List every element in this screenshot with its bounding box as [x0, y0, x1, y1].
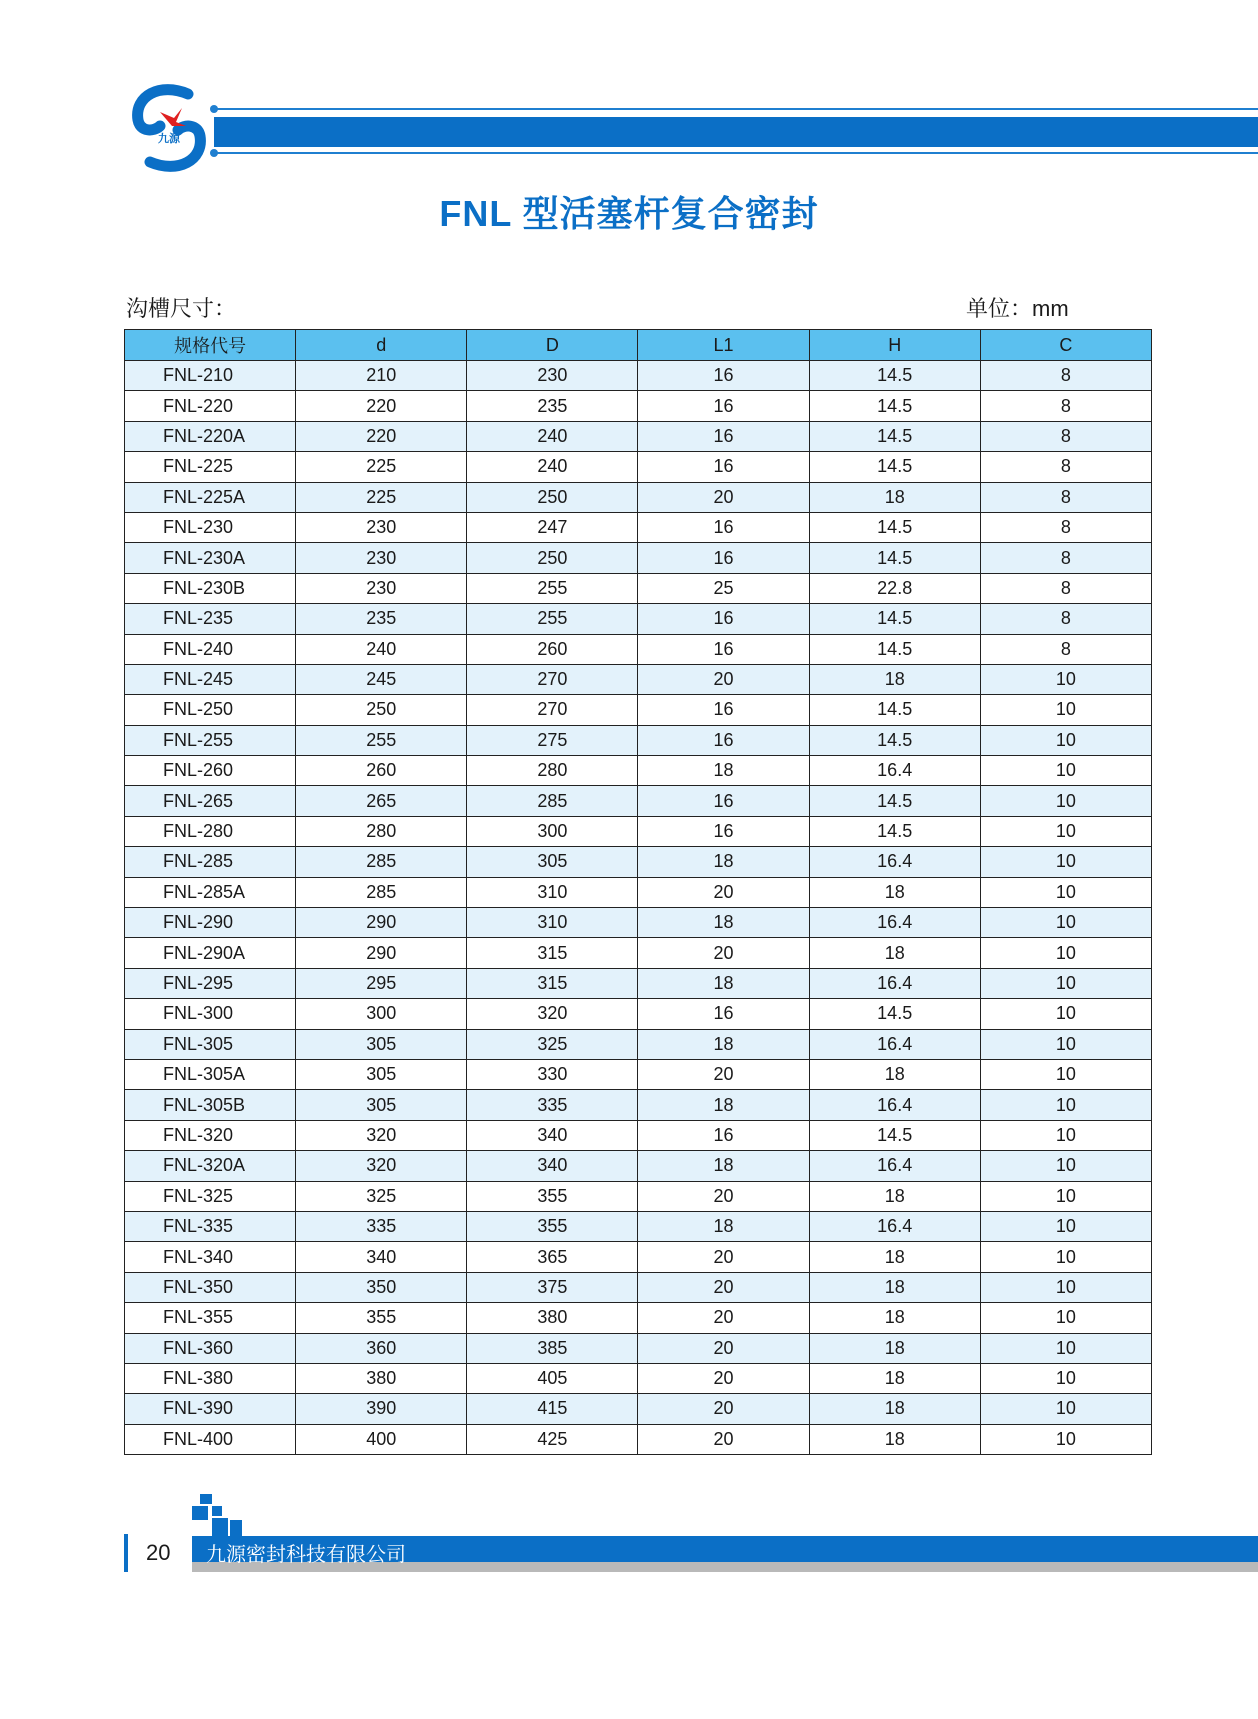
table-row — [125, 421, 1152, 451]
dimension-cell: 375 — [467, 1272, 638, 1302]
dimension-cell: 14.5 — [809, 452, 980, 482]
dimension-cell: 16 — [638, 361, 809, 391]
dimension-cell: 20 — [638, 482, 809, 512]
dimension-cell: 10 — [980, 1151, 1151, 1181]
dimension-cell: 10 — [980, 1363, 1151, 1393]
dimension-cell: 16.4 — [809, 756, 980, 786]
dimension-cell: 16.4 — [809, 1090, 980, 1120]
column-header: 规格代号 — [125, 330, 296, 361]
table-body — [125, 361, 1152, 1455]
dimension-cell: 16 — [638, 786, 809, 816]
dimension-cell: 340 — [467, 1120, 638, 1150]
table-row — [125, 968, 1152, 998]
table-row — [125, 391, 1152, 421]
dimension-cell: 20 — [638, 938, 809, 968]
spec-code-cell: FNL-255 — [125, 725, 296, 755]
table-row — [125, 816, 1152, 846]
dimension-cell: 14.5 — [809, 543, 980, 573]
dimension-cell: 415 — [467, 1394, 638, 1424]
header-line-top — [214, 108, 1258, 110]
table-row — [125, 512, 1152, 542]
dimension-cell: 340 — [467, 1151, 638, 1181]
dimension-cell: 16 — [638, 695, 809, 725]
spec-code-cell: FNL-380 — [125, 1363, 296, 1393]
dimension-cell: 10 — [980, 1242, 1151, 1272]
dimension-cell: 18 — [809, 1181, 980, 1211]
dimension-cell: 355 — [467, 1181, 638, 1211]
dimension-cell: 280 — [467, 756, 638, 786]
groove-dimension-table — [124, 329, 1152, 1455]
dimension-cell: 16.4 — [809, 1211, 980, 1241]
dimension-cell: 18 — [638, 908, 809, 938]
dimension-cell: 10 — [980, 695, 1151, 725]
table-row — [125, 1059, 1152, 1089]
dimension-cell: 10 — [980, 1303, 1151, 1333]
dimension-cell: 250 — [467, 543, 638, 573]
dimension-cell: 220 — [296, 391, 467, 421]
dimension-cell: 10 — [980, 1120, 1151, 1150]
dimension-cell: 18 — [809, 1363, 980, 1393]
table-row — [125, 452, 1152, 482]
dimension-cell: 20 — [638, 1394, 809, 1424]
column-header: D — [467, 330, 638, 361]
dimension-cell: 20 — [638, 1303, 809, 1333]
dimension-cell: 8 — [980, 361, 1151, 391]
dimension-cell: 10 — [980, 1211, 1151, 1241]
column-header: C — [980, 330, 1151, 361]
dimension-cell: 225 — [296, 482, 467, 512]
spec-code-cell: FNL-305A — [125, 1059, 296, 1089]
spec-code-cell: FNL-340 — [125, 1242, 296, 1272]
spec-code-cell: FNL-220A — [125, 421, 296, 451]
unit-label: 单位：mm — [966, 296, 1069, 321]
table-row — [125, 999, 1152, 1029]
svg-text:九源: 九源 — [158, 132, 180, 145]
dimension-cell: 16 — [638, 816, 809, 846]
table-header-row — [125, 330, 1152, 361]
dimension-cell: 305 — [296, 1059, 467, 1089]
column-header: H — [809, 330, 980, 361]
table-row — [125, 1181, 1152, 1211]
dimension-cell: 8 — [980, 421, 1151, 451]
dimension-cell: 10 — [980, 1394, 1151, 1424]
dimension-cell: 255 — [296, 725, 467, 755]
dimension-cell: 20 — [638, 1272, 809, 1302]
table-row — [125, 573, 1152, 603]
dimension-cell: 247 — [467, 512, 638, 542]
dimension-cell: 240 — [296, 634, 467, 664]
dimension-cell: 16 — [638, 604, 809, 634]
dimension-cell: 230 — [296, 512, 467, 542]
dimension-cell: 10 — [980, 1333, 1151, 1363]
dimension-cell: 10 — [980, 725, 1151, 755]
dimension-cell: 18 — [638, 968, 809, 998]
dimension-cell: 340 — [296, 1242, 467, 1272]
dimension-cell: 8 — [980, 634, 1151, 664]
dimension-cell: 280 — [296, 816, 467, 846]
dimension-cell: 22.8 — [809, 573, 980, 603]
table-row — [125, 1424, 1152, 1454]
dimension-cell: 16.4 — [809, 1151, 980, 1181]
dimension-cell: 18 — [809, 1059, 980, 1089]
table-row — [125, 664, 1152, 694]
dimension-cell: 8 — [980, 512, 1151, 542]
dimension-cell: 315 — [467, 968, 638, 998]
footer-decoration — [192, 1494, 242, 1540]
table-row — [125, 1120, 1152, 1150]
dimension-cell: 18 — [638, 756, 809, 786]
groove-dimensions-label: 沟槽尺寸： — [126, 296, 237, 321]
dimension-cell: 18 — [809, 1394, 980, 1424]
dimension-cell: 380 — [296, 1363, 467, 1393]
dimension-cell: 18 — [809, 482, 980, 512]
table-row — [125, 938, 1152, 968]
dimension-cell: 300 — [467, 816, 638, 846]
dimension-cell: 295 — [296, 968, 467, 998]
dimension-cell: 320 — [467, 999, 638, 1029]
dimension-cell: 230 — [296, 543, 467, 573]
table-row — [125, 1151, 1152, 1181]
dimension-cell: 225 — [296, 452, 467, 482]
dimension-cell: 18 — [809, 938, 980, 968]
spec-code-cell: FNL-285 — [125, 847, 296, 877]
table-row — [125, 1303, 1152, 1333]
dimension-cell: 255 — [467, 604, 638, 634]
table-row — [125, 604, 1152, 634]
spec-code-cell: FNL-360 — [125, 1333, 296, 1363]
spec-code-cell: FNL-235 — [125, 604, 296, 634]
dimension-cell: 18 — [638, 1151, 809, 1181]
dimension-cell: 240 — [467, 452, 638, 482]
dimension-cell: 18 — [809, 1424, 980, 1454]
dimension-cell: 245 — [296, 664, 467, 694]
dimension-cell: 305 — [467, 847, 638, 877]
dimension-cell: 325 — [467, 1029, 638, 1059]
dimension-cell: 16.4 — [809, 908, 980, 938]
dimension-cell: 14.5 — [809, 1120, 980, 1150]
table-row — [125, 877, 1152, 907]
company-logo — [130, 82, 208, 174]
table-row — [125, 908, 1152, 938]
table-row — [125, 1394, 1152, 1424]
table-row — [125, 756, 1152, 786]
spec-code-cell: FNL-300 — [125, 999, 296, 1029]
spec-code-cell: FNL-390 — [125, 1394, 296, 1424]
spec-code-cell: FNL-225A — [125, 482, 296, 512]
spec-code-cell: FNL-220 — [125, 391, 296, 421]
dimension-cell: 16.4 — [809, 1029, 980, 1059]
table-row — [125, 1090, 1152, 1120]
dimension-cell: 10 — [980, 756, 1151, 786]
dimension-cell: 20 — [638, 1242, 809, 1272]
spec-code-cell: FNL-240 — [125, 634, 296, 664]
dimension-cell: 275 — [467, 725, 638, 755]
spec-code-cell: FNL-225 — [125, 452, 296, 482]
spec-code-cell: FNL-400 — [125, 1424, 296, 1454]
spec-code-cell: FNL-265 — [125, 786, 296, 816]
header-line-bottom — [214, 152, 1258, 154]
dimension-cell: 10 — [980, 1424, 1151, 1454]
dimension-cell: 16 — [638, 725, 809, 755]
spec-code-cell: FNL-250 — [125, 695, 296, 725]
dimension-cell: 18 — [638, 1090, 809, 1120]
dimension-cell: 320 — [296, 1120, 467, 1150]
dimension-cell: 20 — [638, 1333, 809, 1363]
dimension-cell: 235 — [296, 604, 467, 634]
column-header: L1 — [638, 330, 809, 361]
dimension-cell: 8 — [980, 482, 1151, 512]
dimension-cell: 16 — [638, 512, 809, 542]
spec-code-cell: FNL-325 — [125, 1181, 296, 1211]
spec-code-cell: FNL-245 — [125, 664, 296, 694]
dimension-cell: 16 — [638, 1120, 809, 1150]
spec-code-cell: FNL-335 — [125, 1211, 296, 1241]
dimension-cell: 18 — [809, 664, 980, 694]
dimension-cell: 14.5 — [809, 999, 980, 1029]
dimension-cell: 20 — [638, 1059, 809, 1089]
dimension-cell: 10 — [980, 847, 1151, 877]
dimension-cell: 16 — [638, 634, 809, 664]
dimension-cell: 10 — [980, 908, 1151, 938]
spec-code-cell: FNL-355 — [125, 1303, 296, 1333]
spec-code-cell: FNL-320A — [125, 1151, 296, 1181]
dimension-cell: 16 — [638, 391, 809, 421]
dimension-cell: 310 — [467, 877, 638, 907]
dimension-cell: 10 — [980, 938, 1151, 968]
dimension-cell: 335 — [467, 1090, 638, 1120]
dimension-cell: 320 — [296, 1151, 467, 1181]
dimension-cell: 405 — [467, 1363, 638, 1393]
table-row — [125, 482, 1152, 512]
table-row — [125, 786, 1152, 816]
dimension-cell: 255 — [467, 573, 638, 603]
spec-code-cell: FNL-210 — [125, 361, 296, 391]
dimension-cell: 18 — [809, 1303, 980, 1333]
footer-accent-bar — [124, 1534, 128, 1572]
table-row — [125, 1333, 1152, 1363]
dimension-cell: 360 — [296, 1333, 467, 1363]
dimension-cell: 16.4 — [809, 968, 980, 998]
spec-code-cell: FNL-230 — [125, 512, 296, 542]
dimension-cell: 325 — [296, 1181, 467, 1211]
spec-code-cell: FNL-230B — [125, 573, 296, 603]
dimension-cell: 385 — [467, 1333, 638, 1363]
dimension-cell: 240 — [467, 421, 638, 451]
dimension-cell: 10 — [980, 877, 1151, 907]
dimension-cell: 330 — [467, 1059, 638, 1089]
dimension-cell: 20 — [638, 664, 809, 694]
dimension-cell: 14.5 — [809, 725, 980, 755]
dimension-cell: 290 — [296, 908, 467, 938]
dimension-cell: 285 — [296, 877, 467, 907]
dimension-cell: 16 — [638, 452, 809, 482]
dimension-cell: 260 — [296, 756, 467, 786]
table-row — [125, 1363, 1152, 1393]
dimension-cell: 350 — [296, 1272, 467, 1302]
company-name: 九源密封科技有限公司 — [206, 1544, 406, 1566]
dimension-cell: 365 — [467, 1242, 638, 1272]
table-row — [125, 1211, 1152, 1241]
dimension-cell: 8 — [980, 604, 1151, 634]
dimension-cell: 285 — [296, 847, 467, 877]
dimension-cell: 300 — [296, 999, 467, 1029]
spec-code-cell: FNL-320 — [125, 1120, 296, 1150]
dimension-cell: 10 — [980, 999, 1151, 1029]
dimension-cell: 18 — [809, 877, 980, 907]
dimension-cell: 270 — [467, 664, 638, 694]
dimension-cell: 10 — [980, 816, 1151, 846]
dimension-cell: 20 — [638, 1363, 809, 1393]
dimension-cell: 425 — [467, 1424, 638, 1454]
dimension-cell: 305 — [296, 1090, 467, 1120]
header-bar — [214, 117, 1258, 147]
dimension-cell: 16 — [638, 421, 809, 451]
dimension-cell: 20 — [638, 1424, 809, 1454]
spec-code-cell: FNL-280 — [125, 816, 296, 846]
spec-code-cell: FNL-305 — [125, 1029, 296, 1059]
dimension-cell: 14.5 — [809, 786, 980, 816]
table-row — [125, 361, 1152, 391]
dimension-cell: 10 — [980, 1272, 1151, 1302]
page-title: FNL 型活塞杆复合密封 — [439, 193, 819, 234]
dimension-cell: 14.5 — [809, 695, 980, 725]
spec-code-cell: FNL-305B — [125, 1090, 296, 1120]
column-header: d — [296, 330, 467, 361]
spec-code-cell: FNL-285A — [125, 877, 296, 907]
table-row — [125, 725, 1152, 755]
dimension-cell: 310 — [467, 908, 638, 938]
dimension-cell: 400 — [296, 1424, 467, 1454]
dimension-cell: 230 — [467, 361, 638, 391]
dimension-cell: 14.5 — [809, 361, 980, 391]
dimension-cell: 235 — [467, 391, 638, 421]
dimension-cell: 355 — [467, 1211, 638, 1241]
dimension-cell: 10 — [980, 786, 1151, 816]
dimension-cell: 355 — [296, 1303, 467, 1333]
dimension-cell: 250 — [467, 482, 638, 512]
dimension-cell: 260 — [467, 634, 638, 664]
table-row — [125, 1272, 1152, 1302]
spec-code-cell: FNL-260 — [125, 756, 296, 786]
dimension-cell: 18 — [638, 1211, 809, 1241]
dimension-cell: 18 — [809, 1242, 980, 1272]
dimension-cell: 18 — [638, 1029, 809, 1059]
spec-code-cell: FNL-290 — [125, 908, 296, 938]
table-row — [125, 634, 1152, 664]
dimension-cell: 390 — [296, 1394, 467, 1424]
dimension-cell: 10 — [980, 664, 1151, 694]
dimension-cell: 10 — [980, 1181, 1151, 1211]
dimension-cell: 285 — [467, 786, 638, 816]
table-row — [125, 1029, 1152, 1059]
dimension-cell: 14.5 — [809, 816, 980, 846]
dimension-cell: 20 — [638, 877, 809, 907]
dimension-cell: 25 — [638, 573, 809, 603]
dimension-cell: 14.5 — [809, 421, 980, 451]
dimension-cell: 210 — [296, 361, 467, 391]
table-row — [125, 695, 1152, 725]
dimension-cell: 8 — [980, 573, 1151, 603]
dimension-cell: 335 — [296, 1211, 467, 1241]
dimension-cell: 10 — [980, 1029, 1151, 1059]
dimension-cell: 18 — [638, 847, 809, 877]
page-number: 20 — [146, 1540, 171, 1565]
dimension-cell: 250 — [296, 695, 467, 725]
dimension-cell: 14.5 — [809, 512, 980, 542]
dimension-cell: 10 — [980, 968, 1151, 998]
dimension-cell: 290 — [296, 938, 467, 968]
dimension-cell: 18 — [809, 1272, 980, 1302]
table-row — [125, 543, 1152, 573]
dimension-cell: 20 — [638, 1181, 809, 1211]
dimension-cell: 14.5 — [809, 604, 980, 634]
dimension-cell: 16 — [638, 999, 809, 1029]
dimension-cell: 270 — [467, 695, 638, 725]
spec-code-cell: FNL-350 — [125, 1272, 296, 1302]
dimension-cell: 380 — [467, 1303, 638, 1333]
spec-code-cell: FNL-295 — [125, 968, 296, 998]
spec-code-cell: FNL-290A — [125, 938, 296, 968]
dimension-cell: 18 — [809, 1333, 980, 1363]
table-row — [125, 1242, 1152, 1272]
spec-code-cell: FNL-230A — [125, 543, 296, 573]
dimension-cell: 8 — [980, 452, 1151, 482]
dimension-cell: 16 — [638, 543, 809, 573]
dimension-cell: 305 — [296, 1029, 467, 1059]
table-row — [125, 847, 1152, 877]
dimension-cell: 8 — [980, 391, 1151, 421]
dimension-cell: 220 — [296, 421, 467, 451]
dimension-cell: 230 — [296, 573, 467, 603]
dimension-cell: 14.5 — [809, 391, 980, 421]
dimension-cell: 16.4 — [809, 847, 980, 877]
dimension-cell: 14.5 — [809, 634, 980, 664]
dimension-cell: 10 — [980, 1090, 1151, 1120]
dimension-cell: 315 — [467, 938, 638, 968]
dimension-cell: 8 — [980, 543, 1151, 573]
dimension-cell: 265 — [296, 786, 467, 816]
dimension-cell: 10 — [980, 1059, 1151, 1089]
